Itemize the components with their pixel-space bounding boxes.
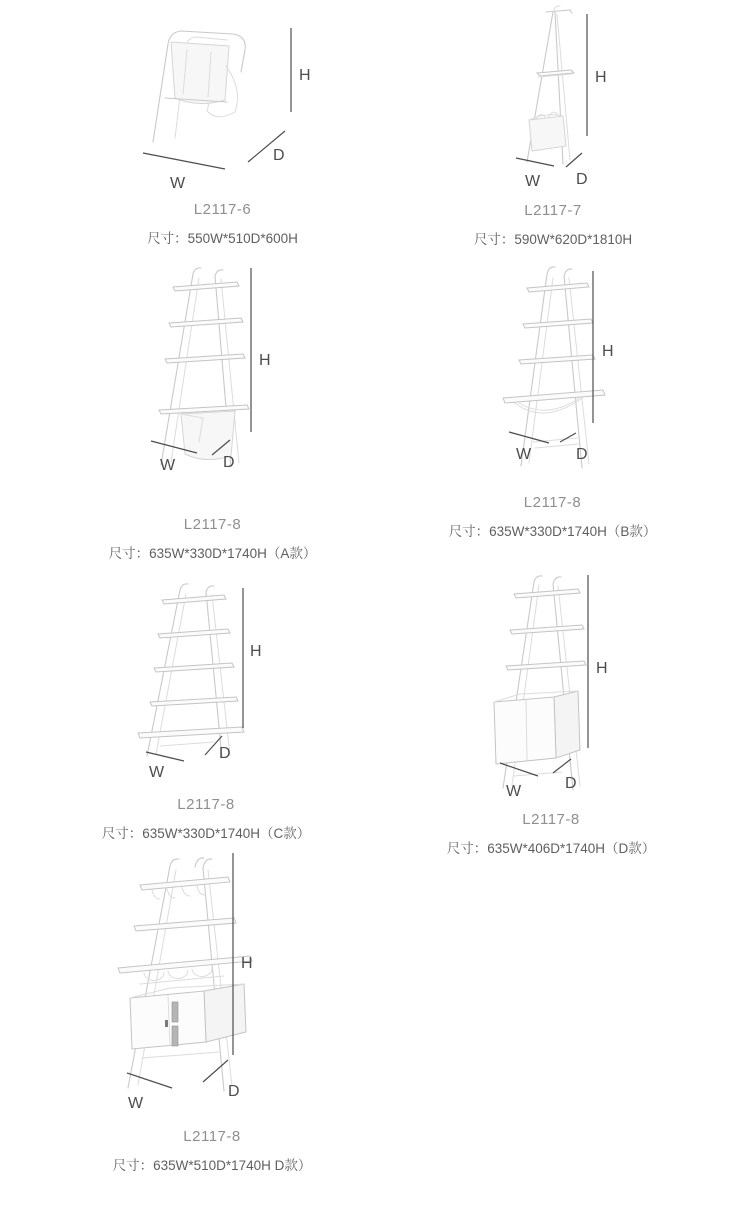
product-spec: 尺寸：550W*510D*600H <box>147 231 298 246</box>
dim-w-label: W <box>525 173 541 190</box>
dim-h-label: H <box>596 660 608 677</box>
w-dimension-line <box>146 752 184 761</box>
w-dimension-line <box>143 153 225 169</box>
product-card-l2117-8-a <box>105 260 320 562</box>
magazine-rack-sketch <box>115 10 330 195</box>
ladder-shelf-d2-sketch <box>82 850 342 1122</box>
product-spec: 尺寸：635W*406D*1740H（D款） <box>446 841 656 856</box>
d-dimension-line <box>560 433 576 442</box>
product-card-l2117-8-c <box>100 578 312 842</box>
dim-d-label: D <box>223 454 235 471</box>
a-frame-rack-sketch <box>448 0 658 196</box>
product-model: L2117-7 <box>524 202 582 219</box>
dim-d-label: D <box>273 147 285 164</box>
dim-h-label: H <box>241 955 253 972</box>
w-dimension-line <box>516 158 554 166</box>
product-model: L2117-8 <box>523 494 582 511</box>
dim-d-label: D <box>565 775 577 792</box>
product-model: L2117-8 <box>522 811 580 828</box>
dim-h-label: H <box>299 67 311 84</box>
product-card-l2117-8-d2 <box>82 850 342 1174</box>
product-spec: 尺寸：635W*510D*1740H D款） <box>112 1158 312 1173</box>
dim-d-label: D <box>228 1083 240 1100</box>
product-model: L2117-8 <box>177 796 235 813</box>
ladder-shelf-d-sketch <box>440 570 662 805</box>
dim-w-label: W <box>149 764 165 781</box>
dim-h-label: H <box>259 352 271 369</box>
product-card-l2117-8-b <box>445 258 660 540</box>
dim-d-label: D <box>576 446 588 463</box>
dim-w-label: W <box>160 457 176 474</box>
w-dimension-line <box>509 432 549 443</box>
product-spec: 尺寸：635W*330D*1740H（C款） <box>101 826 311 841</box>
ladder-shelf-b-sketch <box>445 258 660 488</box>
dim-w-label: W <box>516 446 532 463</box>
ladder-shelf-a-sketch <box>105 260 320 510</box>
d-dimension-line <box>203 1060 228 1082</box>
d-dimension-line <box>566 153 582 167</box>
dim-h-label: H <box>602 343 614 360</box>
product-spec: 尺寸：635W*330D*1740H（B款） <box>448 524 657 539</box>
dim-w-label: W <box>128 1095 144 1112</box>
product-spec: 尺寸：635W*330D*1740H（A款） <box>108 546 317 561</box>
product-card-l2117-6 <box>115 10 330 247</box>
dim-w-label: W <box>170 175 186 192</box>
product-card-l2117-8-d <box>440 570 662 857</box>
d-dimension-line <box>553 759 571 773</box>
dim-h-label: H <box>595 69 607 86</box>
ladder-shelf-c-sketch <box>100 578 312 790</box>
dim-w-label: W <box>506 783 522 800</box>
product-model: L2117-8 <box>183 516 242 533</box>
w-dimension-line <box>127 1073 172 1088</box>
dim-d-label: D <box>219 745 231 762</box>
dim-h-label: H <box>250 643 262 660</box>
product-card-l2117-7 <box>448 0 658 248</box>
product-model: L2117-6 <box>193 201 252 218</box>
product-spec: 尺寸：590W*620D*1810H <box>473 232 633 247</box>
product-model: L2117-8 <box>183 1128 241 1145</box>
dim-d-label: D <box>576 171 588 188</box>
